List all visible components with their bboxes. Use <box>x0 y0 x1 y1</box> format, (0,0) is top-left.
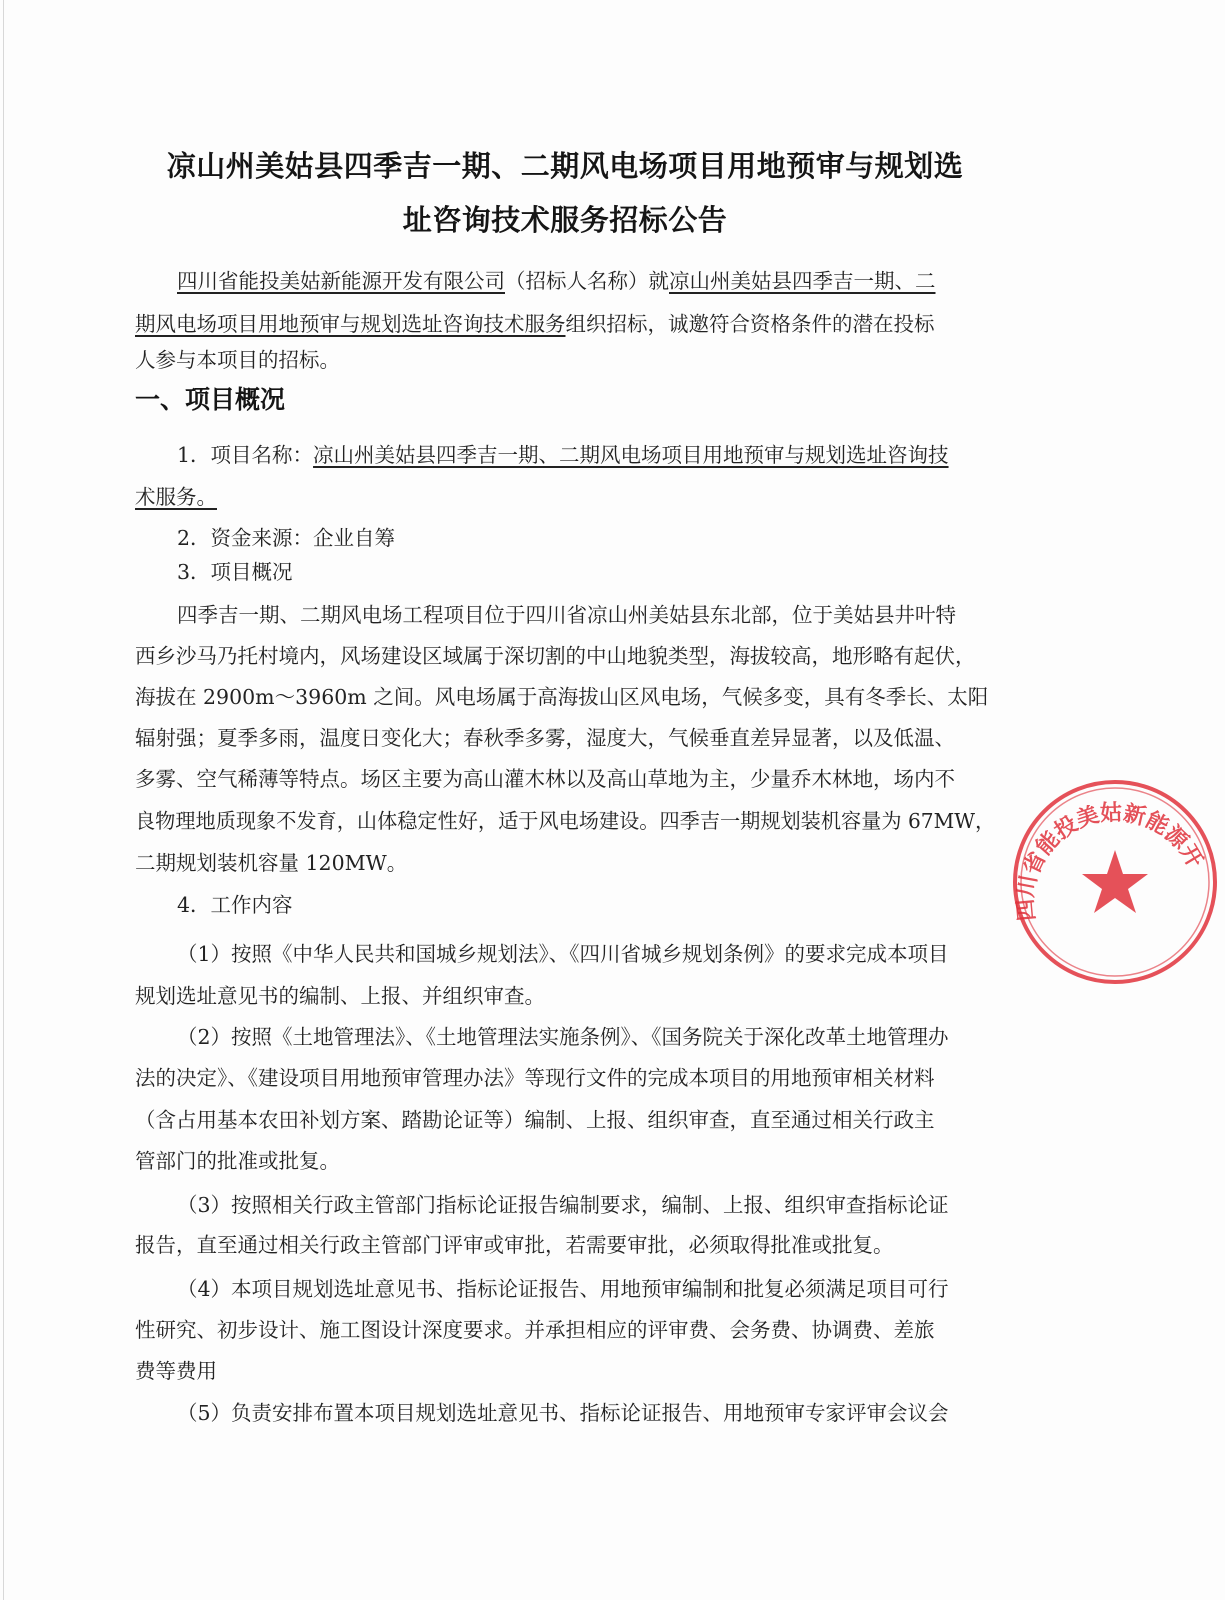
intro-rest: 组织招标，诚邀符合资格条件的潜在投标 <box>565 312 935 336</box>
company-seal <box>1005 770 1208 995</box>
intro-verb: 就 <box>648 269 669 293</box>
work-item-line: 性研究、初步设计、施工图设计深度要求。并承担相应的评审费、会务费、协调费、差旅 <box>135 1318 935 1342</box>
work-item-line: （3）按照相关行政主管部门指标论证报告编制要求，编制、上报、组织审查指标论证 <box>177 1193 949 1217</box>
overview-line: 二期规划装机容量 120MW。 <box>135 851 408 875</box>
item4-work-label: 4．工作内容 <box>177 893 293 917</box>
intro-line1 <box>177 264 936 294</box>
work-item-line: （2）按照《土地管理法》、《土地管理法实施条例》、《国务院关于深化改革土地管理办 <box>177 1025 949 1049</box>
work-item-line: （4）本项目规划选址意见书、指标论证报告、用地预审编制和批复必须满足项目可行 <box>177 1277 949 1301</box>
work-item-line: 规划选址意见书的编制、上报、并组织审查。 <box>135 984 545 1008</box>
item1-line2 <box>135 480 217 510</box>
document-title-line1: 凉山州美姑县四季吉一期、二期风电场项目用地预审与规划选 <box>166 149 964 183</box>
item1-value: 凉山州美姑县四季吉一期、二期风电场项目用地预审与规划选址咨询技 <box>313 443 949 467</box>
item1-line1 <box>177 438 949 468</box>
overview-line: 良物理地质现象不发育，山体稳定性好，适于风电场建设。四季吉一期规划装机容量为 67MW， <box>135 809 996 833</box>
tenderer-name: 四川省能投美姑新能源开发有限公司 <box>177 269 505 293</box>
overview-line: 西乡沙马乃托村境内，风场建设区域属于深切割的中山地貌类型，海拔较高，地形略有起伏， <box>135 644 976 668</box>
item3-overview-label: 3．项目概况 <box>177 560 293 584</box>
overview-line: 辐射强；夏季多雨，温度日变化大；春秋季多雾，湿度大，气候垂直差异显著，以及低温、 <box>135 726 955 750</box>
document-title-line2: 址咨询技术服务招标公告 <box>402 203 728 237</box>
intro-line2 <box>135 307 935 337</box>
section-heading-overview: 一、项目概况 <box>135 385 286 414</box>
svg-text:四川省能投美姑新能源开: 四川省能投美姑新能源开 <box>1013 800 1208 922</box>
overview-line: 四季吉一期、二期风电场工程项目位于四川省凉山州美姑县东北部，位于美姑县井叶特 <box>177 603 956 627</box>
work-item-line: （5）负责安排布置本项目规划选址意见书、指标论证报告、用地预审专家评审会议会 <box>177 1401 949 1425</box>
scan-edge-line <box>3 0 4 1600</box>
seal-graphic <box>1005 770 1225 995</box>
work-item-line: （含占用基本农田补划方案、踏勘论证等）编制、上报、组织审查，直至通过相关行政主 <box>135 1108 935 1132</box>
work-item-line: 费等费用 <box>135 1359 217 1383</box>
tenderer-label: （招标人名称） <box>505 269 649 293</box>
overview-line: 多雾、空气稀薄等特点。场区主要为高山灌木林以及高山草地为主，少量乔木林地，场内不 <box>135 767 955 791</box>
work-item-line: （1）按照《中华人民共和国城乡规划法》、《四川省城乡规划条例》的要求完成本项目 <box>177 942 949 966</box>
work-item-line: 管部门的批准或批复。 <box>135 1149 340 1173</box>
work-item-line: 报告，直至通过相关行政主管部门评审或审批，若需要审批，必须取得批准或批复。 <box>135 1233 894 1257</box>
intro-project-part2: 期风电场项目用地预审与规划选址咨询技术服务 <box>135 312 566 336</box>
work-item-line: 法的决定》、《建设项目用地预审管理办法》等现行文件的完成本项目的用地预审相关材料 <box>135 1066 935 1090</box>
intro-project-part1: 凉山州美姑县四季吉一期、二 <box>669 269 936 293</box>
item1-value-cont: 术服务。 <box>135 485 217 509</box>
item1-label: 1．项目名称： <box>177 443 314 467</box>
item2-funding: 2．资金来源：企业自筹 <box>177 526 396 550</box>
overview-line: 海拔在 2900m～3960m 之间。风电场属于高海拔山区风电场，气候多变，具有冬季长、太阳 <box>135 685 989 709</box>
intro-line3: 人参与本项目的招标。 <box>135 348 340 372</box>
